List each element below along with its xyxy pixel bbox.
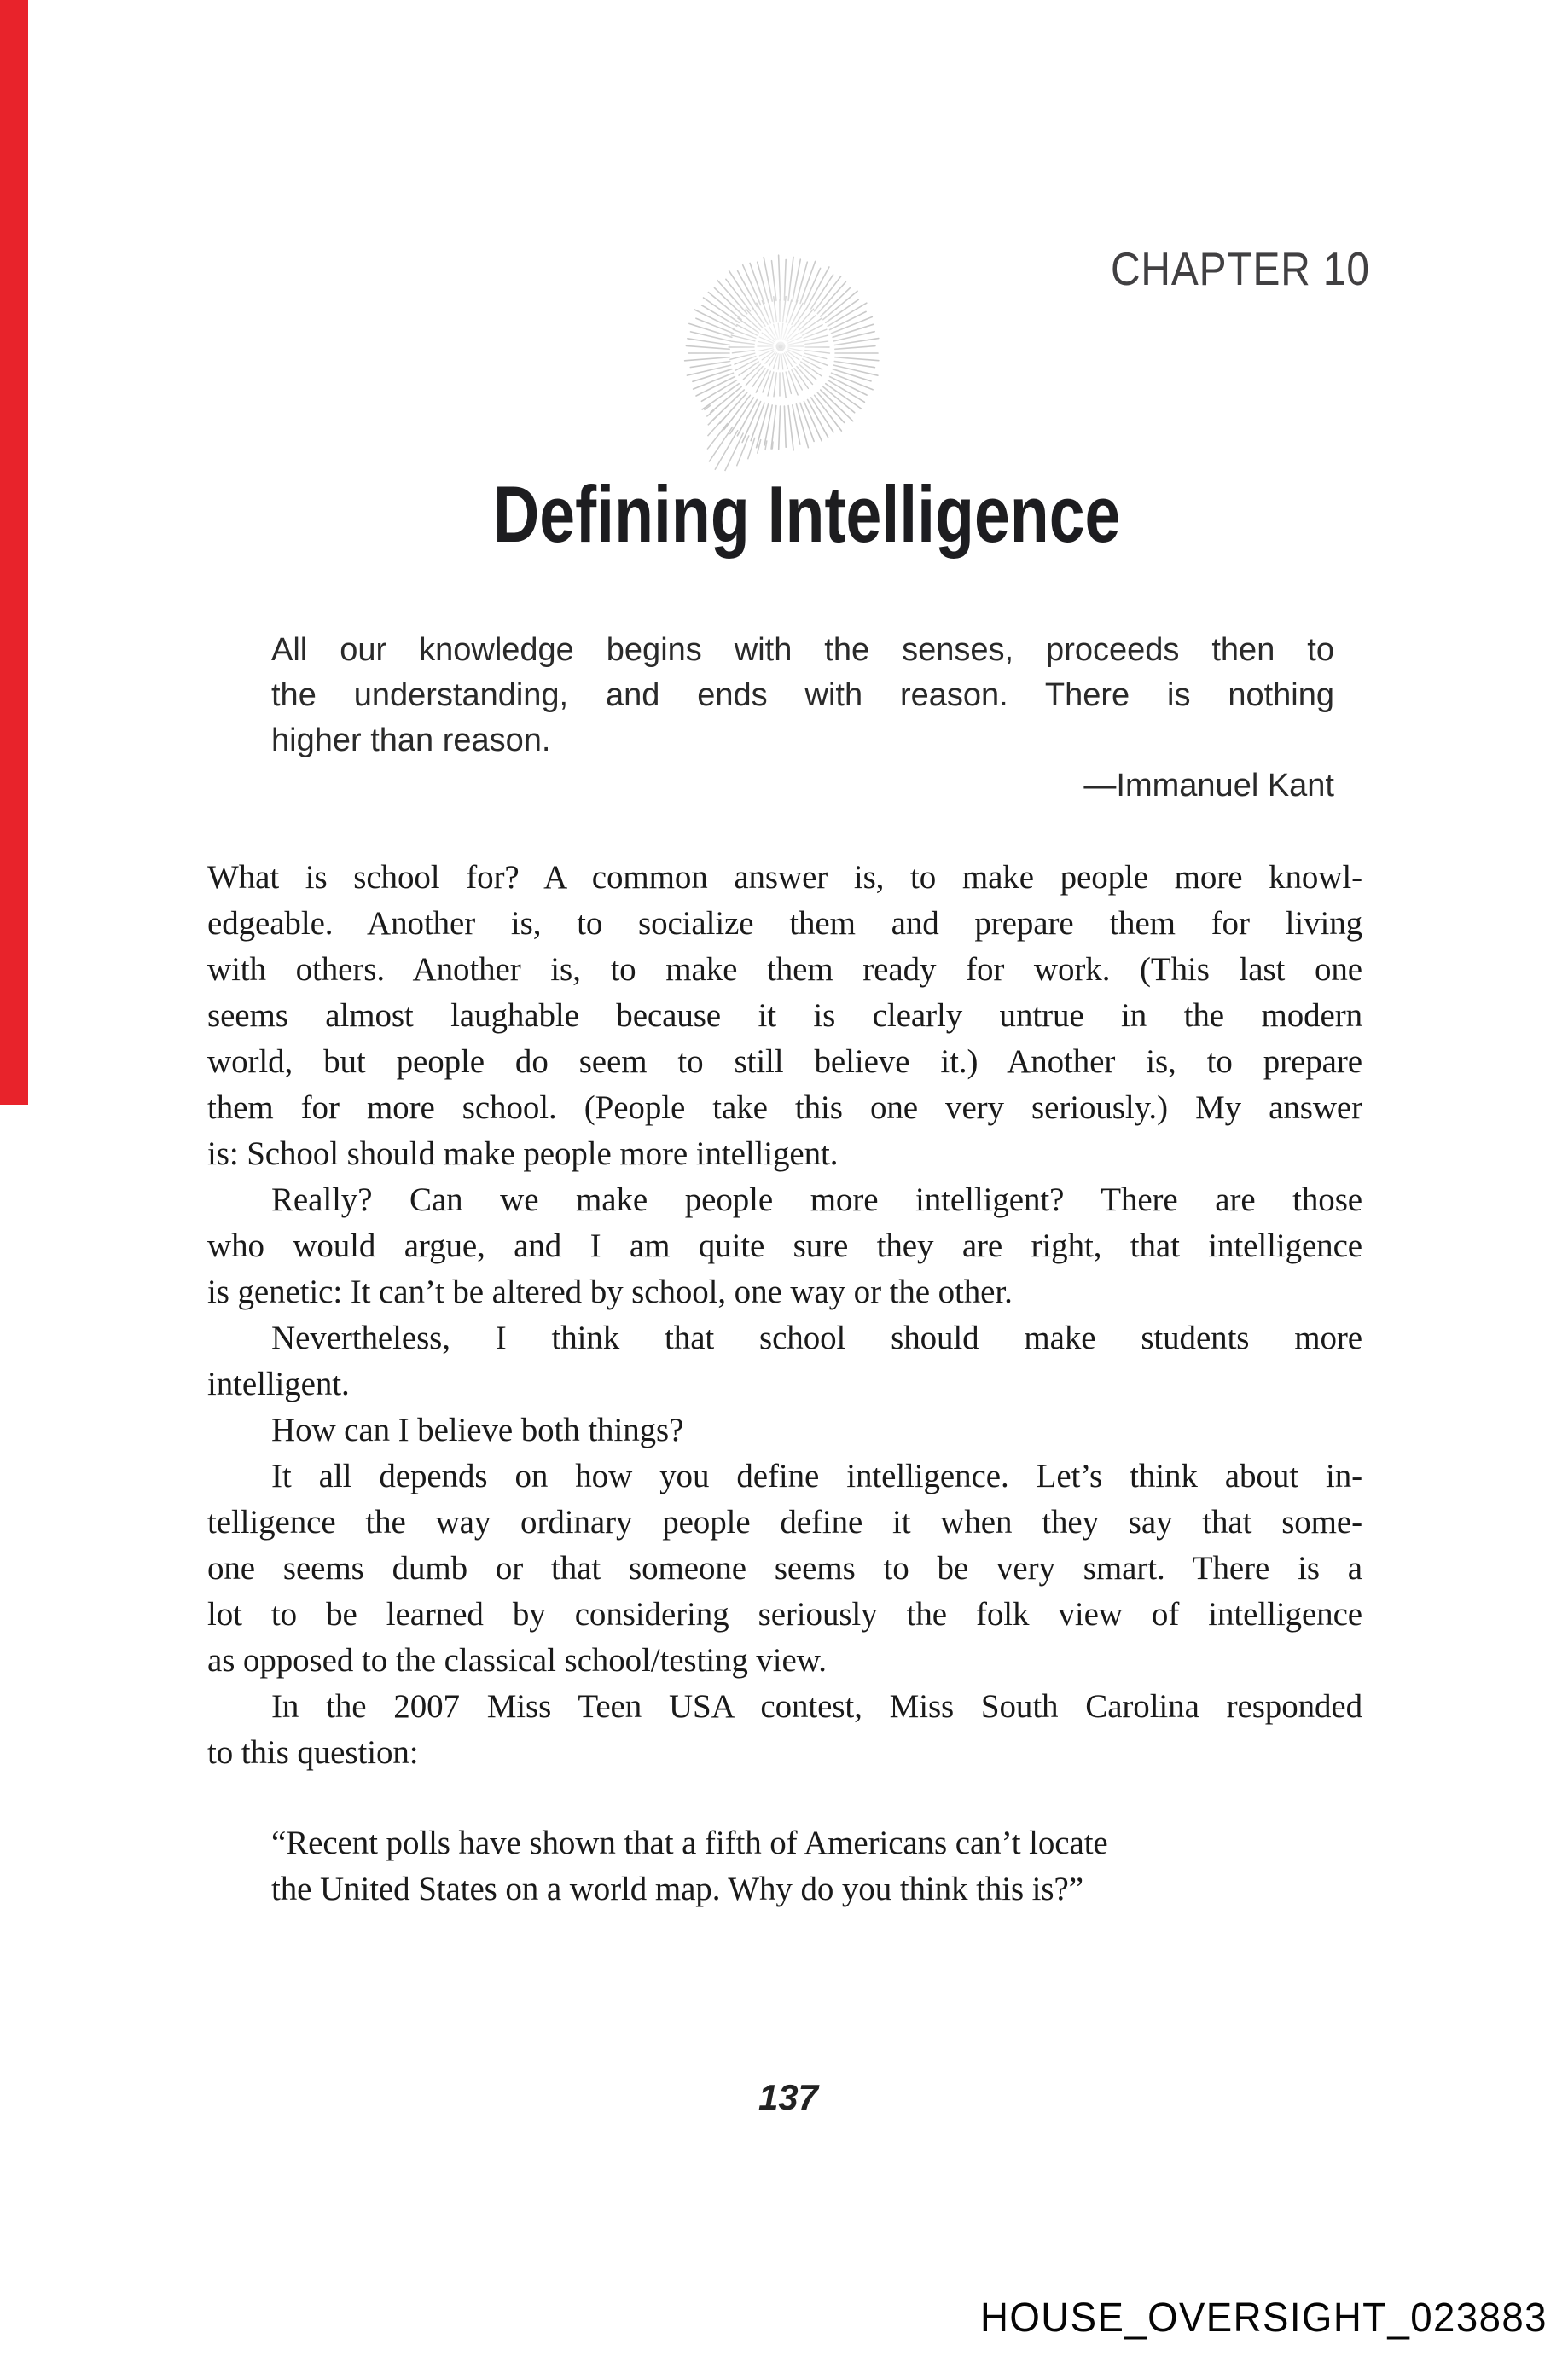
body-text-line: Really? Can we make people more intelligent? There are those	[271, 1181, 1362, 1218]
epigraph-line: the understanding, and ends with reason. There is nothing	[271, 677, 1334, 713]
epigraph-line: All our knowledge begins with the senses, proceeds then to	[271, 632, 1334, 668]
epigraph-attribution: —Immanuel Kant	[1083, 768, 1334, 804]
body-text-line: one seems dumb or that someone seems to be very smart. There is a	[207, 1550, 1362, 1587]
body-text-line: edgeable. Another is, to socialize them and prepare them for living	[207, 905, 1362, 942]
epigraph-line: higher than reason.	[271, 723, 551, 758]
body-text-line: is: School should make people more intelligent.	[207, 1135, 839, 1172]
body-text-line: them for more school. (People take this one very seriously.) My answer	[207, 1089, 1362, 1126]
body-text-line: What is school for? A common answer is, to make people more knowl-	[207, 859, 1362, 896]
body-text-line: world, but people do seem to still believe it.) Another is, to prepare	[207, 1043, 1362, 1080]
body-text-line: who would argue, and I am quite sure they are right, that intelligence	[207, 1227, 1362, 1264]
body-text-line: with others. Another is, to make them ready for work. (This last one	[207, 951, 1362, 988]
epigraph-lines	[271, 628, 1334, 763]
epigraph	[271, 628, 1334, 809]
ammonite-shell-image	[678, 244, 883, 474]
body-text	[207, 855, 1362, 1776]
body-text-line: intelligent.	[207, 1366, 350, 1402]
bates-stamp: HOUSE_OVERSIGHT_023883	[980, 2295, 1548, 2341]
body-text-line: Nevertheless, I think that school should make students more	[271, 1320, 1362, 1356]
body-text-line: telligence the way ordinary people define it when they say that some-	[207, 1504, 1362, 1541]
chapter-label: CHAPTER 10	[1111, 242, 1370, 295]
body-text-line: lot to be learned by considering seriously the folk view of intelligence	[207, 1596, 1362, 1633]
body-text-line: seems almost laughable because it is clearly untrue in the modern	[207, 997, 1362, 1034]
page-number: 137	[758, 2077, 819, 2117]
chapter-title: Defining Intelligence	[493, 469, 1121, 559]
body-text-line: It all depends on how you define intelligence. Let’s think about in-	[271, 1458, 1362, 1494]
scan-edge-red-stripe	[0, 0, 28, 1105]
body-text-line: to this question:	[207, 1734, 419, 1771]
quote-line: the United States on a world map. Why do you think this is?”	[271, 1871, 1083, 1907]
body-text-line: as opposed to the classical school/testing view.	[207, 1642, 827, 1679]
body-text-line: How can I believe both things?	[271, 1412, 684, 1448]
body-text-line: In the 2007 Miss Teen USA contest, Miss South Carolina responded	[271, 1688, 1362, 1725]
block-quote	[271, 1820, 1334, 1912]
body-text-line: is genetic: It can’t be altered by school, one way or the other.	[207, 1274, 1013, 1310]
quote-line: “Recent polls have shown that a fifth of Americans can’t locate	[271, 1825, 1108, 1861]
